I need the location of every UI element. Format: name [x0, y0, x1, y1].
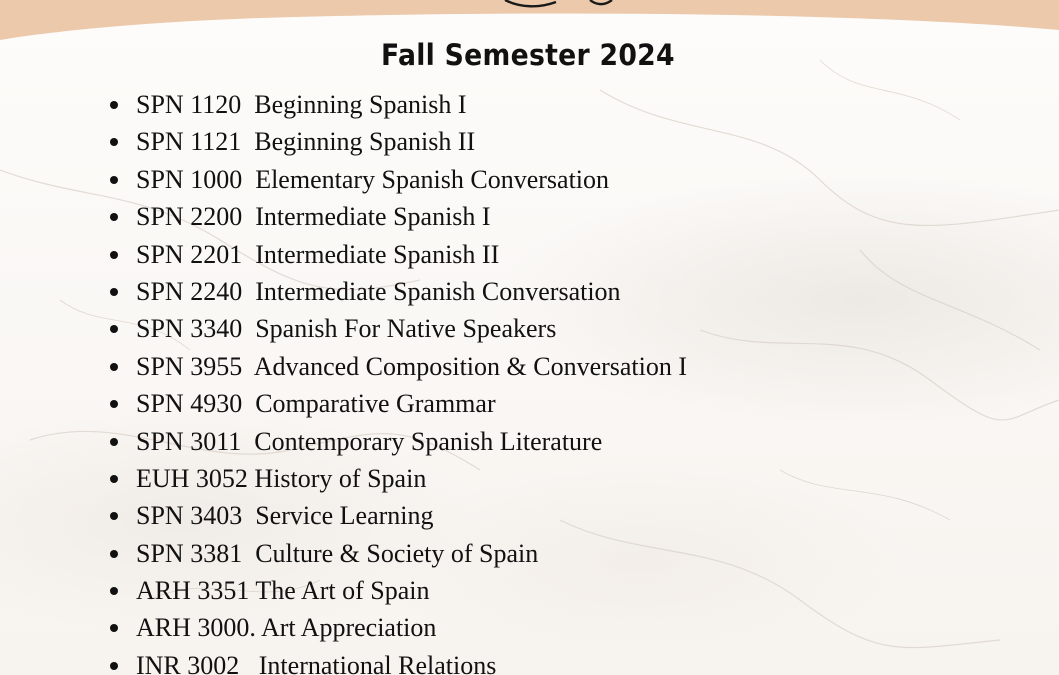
course-item [0, 385, 687, 422]
bullet-icon [110, 400, 118, 408]
course-text: SPN 3381 Culture & Society of Spain [136, 538, 539, 568]
bullet-icon [110, 550, 118, 558]
bullet-icon [110, 325, 118, 333]
course-item [0, 348, 687, 385]
bullet-icon [110, 176, 118, 184]
course-item [0, 236, 687, 273]
course-text: SPN 2201 Intermediate Spanish II [136, 239, 500, 269]
course-text: ARH 3351 The Art of Spain [136, 576, 430, 606]
course-text: SPN 1121 Beginning Spanish II [136, 127, 476, 157]
course-text: SPN 2200 Intermediate Spanish I [136, 202, 491, 232]
course-list [0, 86, 687, 675]
bullet-icon [110, 438, 118, 446]
course-item [0, 273, 687, 310]
course-item [0, 310, 687, 347]
course-item [0, 123, 687, 160]
course-text: ARH 3000. Art Appreciation [136, 613, 437, 643]
course-item [0, 460, 687, 497]
bullet-icon [110, 363, 118, 371]
course-item [0, 609, 687, 646]
course-text: SPN 1000 Elementary Spanish Conversation [136, 164, 610, 194]
bullet-icon [110, 138, 118, 146]
course-text: SPN 3403 Service Learning [136, 501, 434, 531]
course-item [0, 86, 687, 123]
bullet-icon [110, 662, 118, 670]
course-item [0, 161, 687, 198]
course-item [0, 535, 687, 572]
course-text: SPN 3011 Contemporary Spanish Literature [136, 426, 603, 456]
course-text: SPN 3955 Advanced Composition & Conversation I [136, 351, 688, 381]
bullet-icon [110, 512, 118, 520]
course-item [0, 423, 687, 460]
bullet-icon [110, 624, 118, 632]
course-text: INR 3002 International Relations [136, 650, 497, 675]
course-item [0, 497, 687, 534]
course-item [0, 198, 687, 235]
bullet-icon [110, 101, 118, 109]
course-item [0, 572, 687, 609]
course-text: SPN 4930 Comparative Grammar [136, 389, 496, 419]
bullet-icon [110, 288, 118, 296]
bullet-icon [110, 213, 118, 221]
course-text: SPN 1120 Beginning Spanish I [136, 90, 467, 119]
course-item [0, 647, 687, 675]
course-text: EUH 3052 History of Spain [136, 463, 427, 493]
bullet-icon [110, 475, 118, 483]
bullet-icon [110, 587, 118, 595]
semester-heading: Fall Semester 2024 [381, 38, 675, 72]
course-text: SPN 2240 Intermediate Spanish Conversation [136, 276, 621, 306]
course-text: SPN 3340 Spanish For Native Speakers [136, 314, 557, 344]
bullet-icon [110, 251, 118, 259]
